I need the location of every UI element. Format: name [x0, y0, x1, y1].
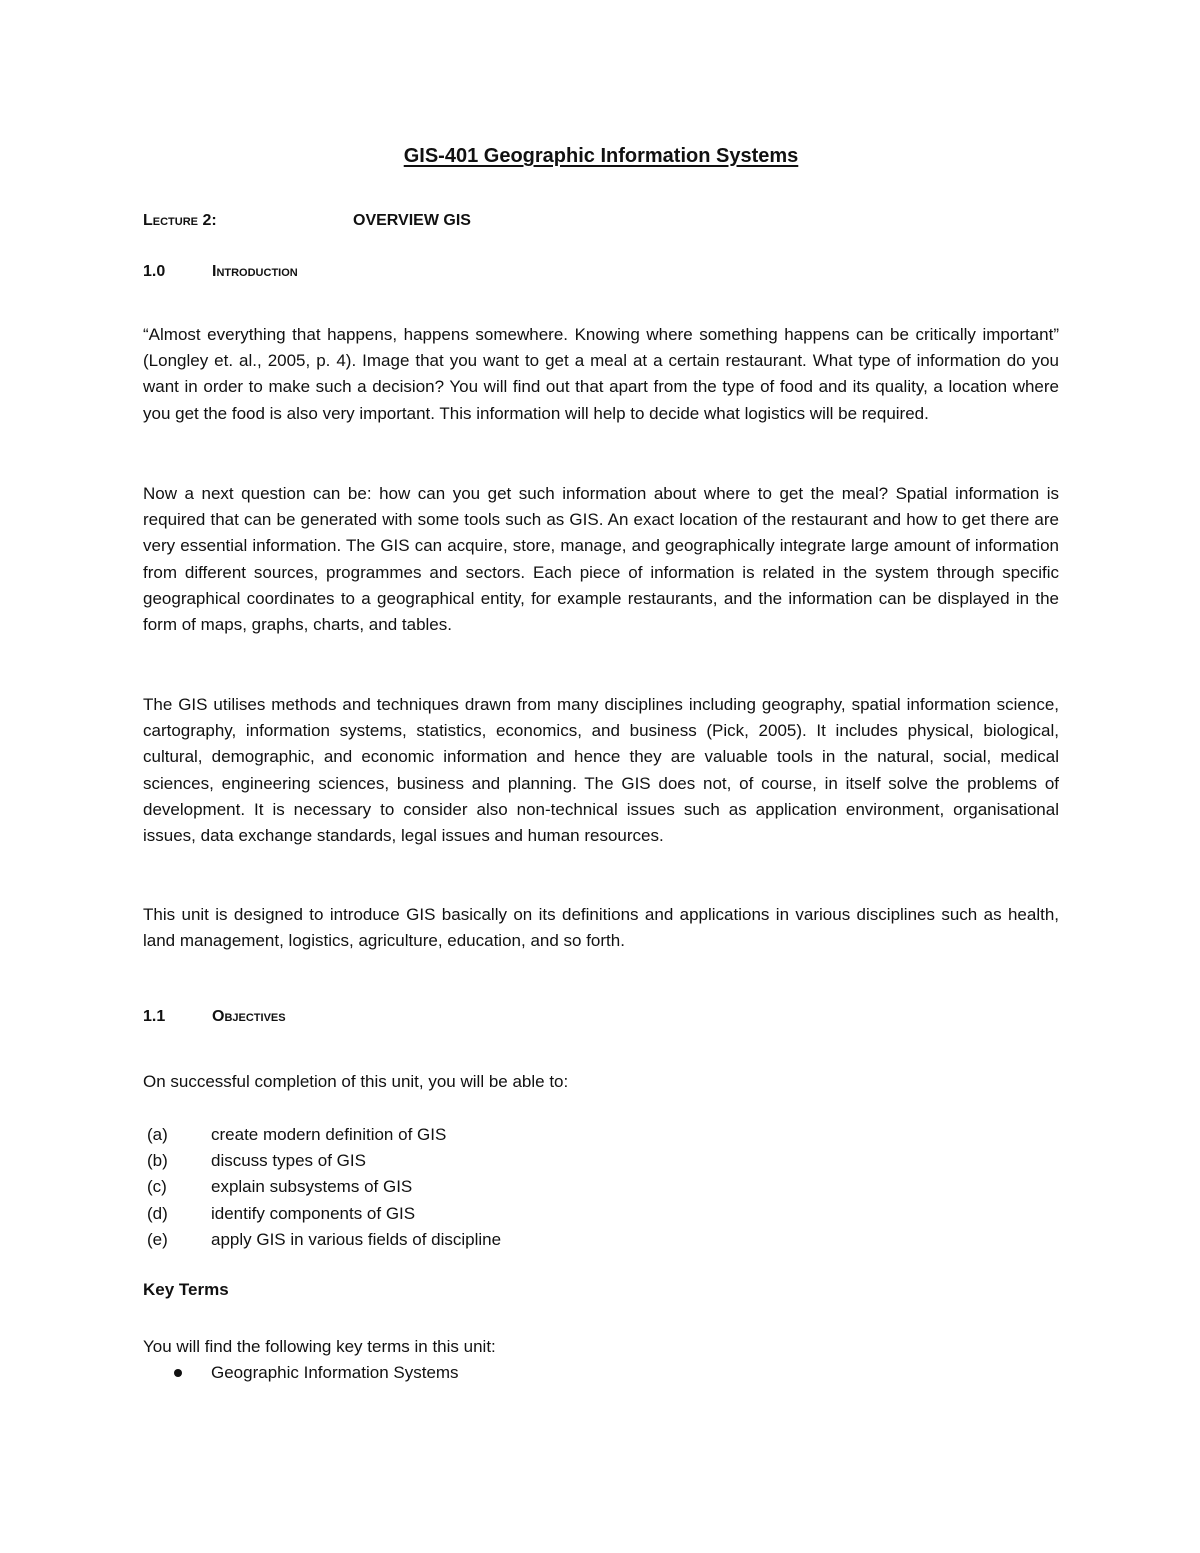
list-item [143, 1227, 501, 1253]
list-marker: (c) [147, 1177, 167, 1197]
objectives-intro: On successful completion of this unit, you will be able to: [143, 1072, 569, 1091]
list-item [143, 1148, 501, 1174]
section-number: 1.1 [143, 1008, 166, 1025]
list-item [143, 1201, 501, 1227]
list-marker: (b) [147, 1151, 168, 1171]
list-marker: (e) [147, 1229, 168, 1249]
section-heading-objectives [143, 1008, 286, 1026]
list-marker: (d) [147, 1203, 168, 1223]
list-item-text: explain subsystems of GIS [211, 1177, 413, 1197]
section-heading-introduction [143, 263, 298, 281]
list-item-text: apply GIS in various fields of discipline [211, 1229, 502, 1249]
paragraph-unit-purpose: This unit is designed to introduce GIS basically on its definitions and applications in various disciplines such as health, land management, logistics, agriculture, education, and so forth. [143, 905, 1059, 951]
list-item [143, 1122, 501, 1148]
list-item [143, 1360, 459, 1386]
key-terms-list [143, 1360, 459, 1386]
list-item-text: create modern definition of GIS [211, 1125, 447, 1144]
paragraph-intro: “Almost everything that happens, happens somewhere. Knowing where something happens can be critically important” (Longley et. al., 2005, p. 4). Image that you want to get a meal at a certain restaurant. What type of information do you want in order to make such a decision? You will find out that apart from the type of food and its quality, a location where you get the food is also very important. This information will help to decide what logistics will be required. [143, 325, 1059, 423]
lecture-label: Lecture 2: [143, 212, 217, 229]
paragraph-disciplines: The GIS utilises methods and techniques drawn from many disciplines including geography, spatial information science, cartography, information systems, statistics, economics, and business (Pick, 2005). It includes physical, biological, cultural, demographic, and economic information and hence they are valuable tools in the natural, social, medical sciences, engineering sciences, business and planning. The GIS does not, of course, in itself solve the problems of development. It is necessary to consider also non-technical issues such as application environment, organisational issues, data exchange standards, legal issues and human resources. [143, 695, 1059, 846]
document-title: GIS-401 Geographic Information Systems [403, 145, 799, 167]
lecture-topic: OVERVIEW GIS [353, 212, 471, 229]
key-terms-intro: You will find the following key terms in this unit: [143, 1337, 496, 1356]
key-terms-heading: Key Terms [143, 1280, 229, 1299]
lecture-heading [143, 212, 471, 230]
objectives-list [143, 1122, 501, 1253]
paragraph-spatial-information: Now a next question can be: how can you get such information about where to get the meal? Spatial information is required that can be generated with some tools such as GIS. An exact location of the restaurant and how to get there are very essential information. The GIS can acquire, store, manage, and geographically integrate large amount of information from different sources, programmes and sectors. Each piece of information is related in the system through specific geographical coordinates to a geographical entity, for example restaurants, and the information can be displayed in the form of maps, graphs, charts, and tables. [143, 484, 1059, 635]
list-item-text: identify components of GIS [211, 1203, 416, 1223]
bullet-icon [174, 1369, 182, 1377]
list-item [143, 1174, 501, 1200]
section-title: Objectives [212, 1008, 286, 1025]
list-item-text: discuss types of GIS [211, 1151, 366, 1171]
list-marker: (a) [147, 1125, 168, 1144]
section-title: Introduction [212, 263, 298, 280]
section-number: 1.0 [143, 263, 166, 280]
list-item-text: Geographic Information Systems [211, 1363, 459, 1382]
